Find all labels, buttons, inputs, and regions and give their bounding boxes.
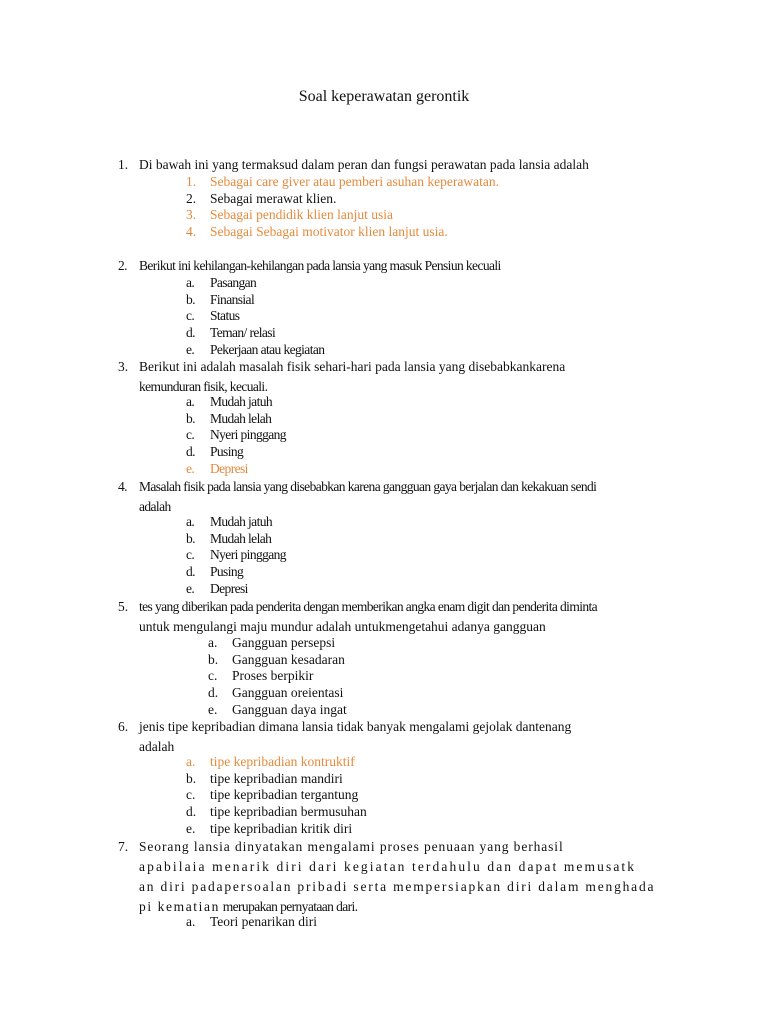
question-1	[118, 155, 678, 175]
question-number: 7.	[118, 839, 129, 854]
question-text: tes yang diberikan pada penderita dengan memberikan angka enam digit dan penderita diminta untuk mengulangi maju mundur adalah untukmengetahui adanya gangguan	[139, 599, 598, 634]
question-number: 5.	[118, 599, 129, 614]
question-7	[118, 837, 688, 917]
question-number: 1.	[118, 157, 129, 172]
question-text: Seorang lansia dinyatakan mengalami proses penuaan yang berhasil apabilaia menarik diri dari kegiatan terdahulu dan dapat memusatk an diri padapersoalan pribadi serta mempersiapkan diri dalam menghada pi kematian merupakan pernyataan dari.	[139, 839, 656, 914]
question-number: 4.	[118, 479, 127, 494]
question-4	[118, 477, 678, 517]
page-title: Soal keperawatan gerontik	[298, 88, 470, 105]
question-5	[118, 597, 678, 637]
question-number: 6.	[118, 719, 129, 734]
question-text: Di bawah ini yang termaksud dalam peran dan fungsi perawatan pada lansia adalah	[139, 157, 589, 172]
question-text: Berikut ini kehilangan-kehilangan pada lansia yang masuk Pensiun kecuali	[139, 258, 501, 273]
question-2	[118, 256, 678, 276]
question-number: 3.	[118, 359, 129, 374]
question-number: 2.	[118, 258, 127, 273]
question-3	[118, 357, 678, 397]
question-text: jenis tipe kepribadian dimana lansia tidak banyak mengalami gejolak dantenang adalah	[139, 719, 572, 754]
question-text: Berikut ini adalah masalah fisik sehari-hari pada lansia yang disebabkankarena kemunduran fisik, kecuali.	[139, 359, 566, 394]
question-text: Masalah fisik pada lansia yang disebabkan karena gangguan gaya berjalan dan kekakuan sendi adalah	[139, 479, 597, 514]
question-6	[118, 717, 678, 757]
